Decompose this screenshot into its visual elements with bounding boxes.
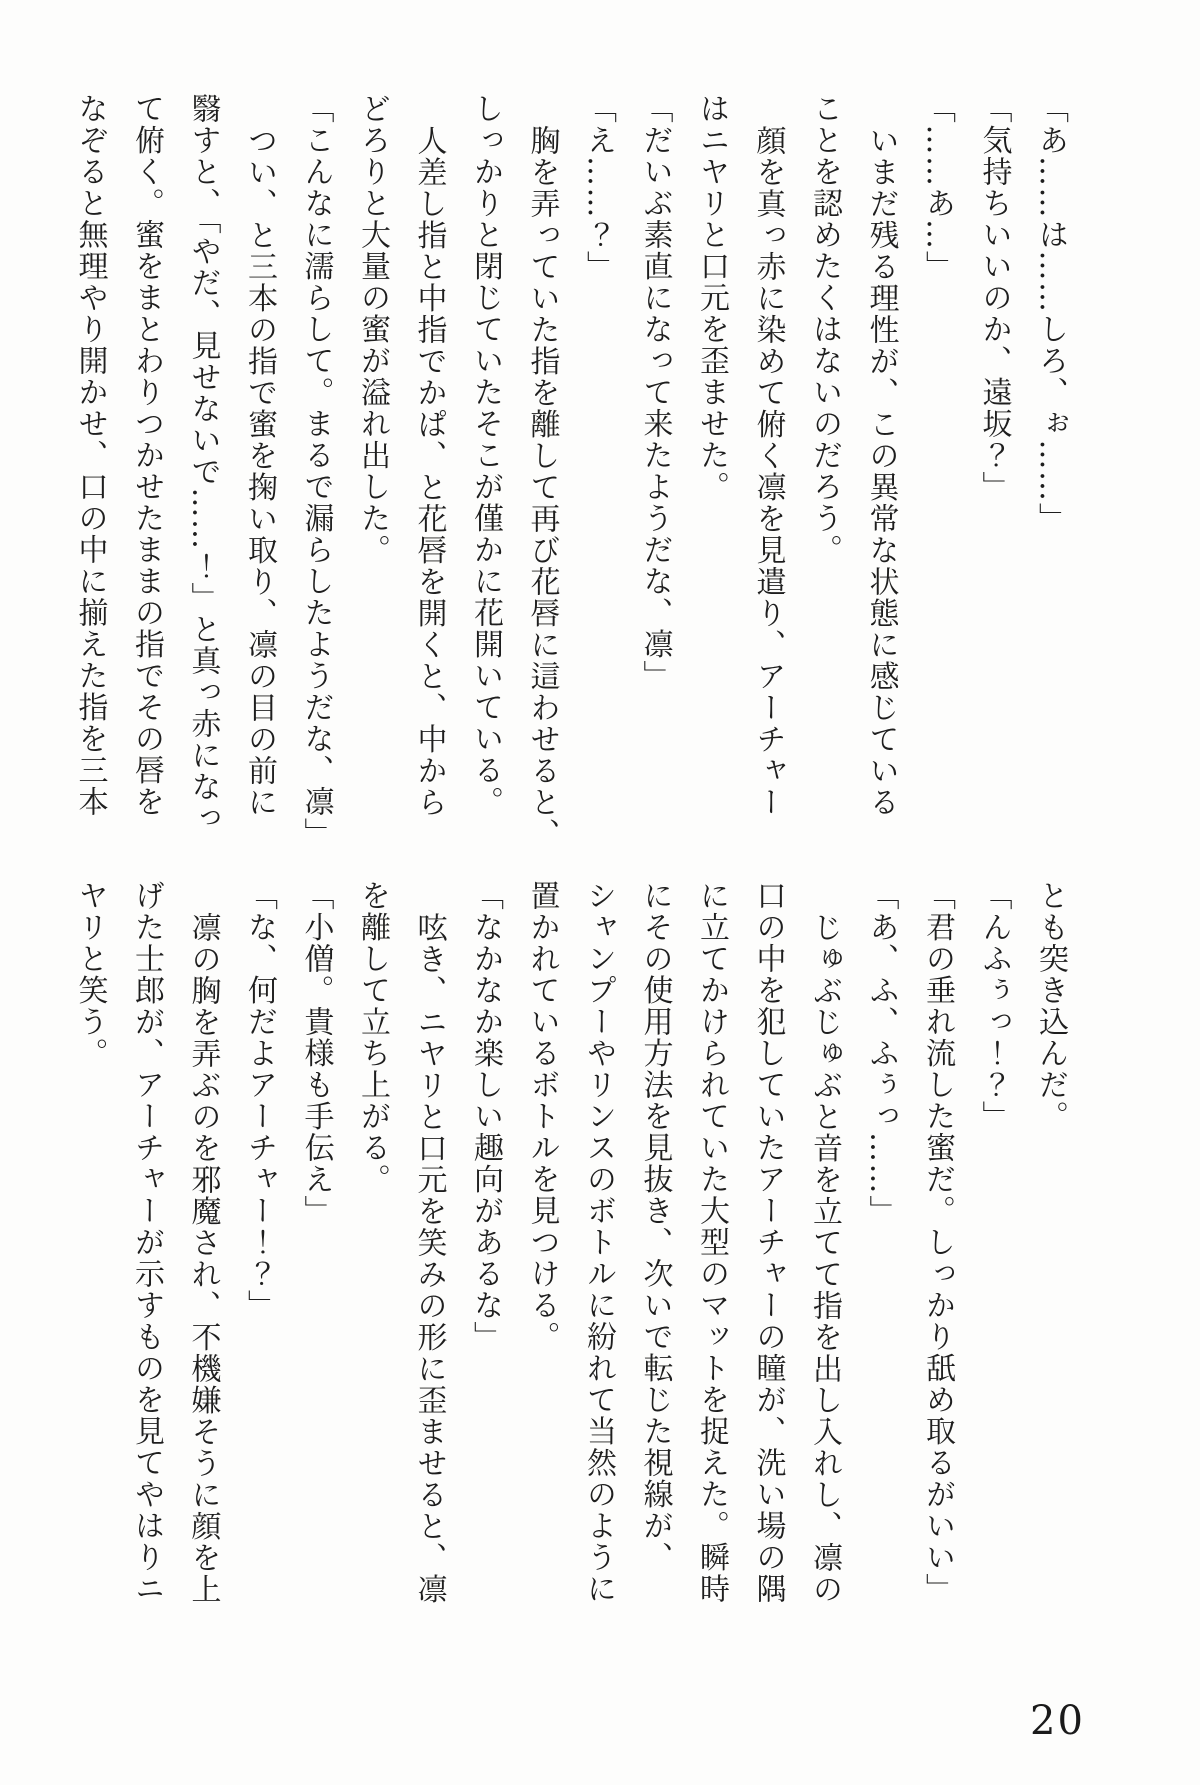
text-line: ヤリと笑う。 <box>72 880 108 1069</box>
text-line: 「こんなに濡らして。まるで漏らしたようだな、凛」 <box>298 93 334 849</box>
text-line: しっかりと閉じていたそこが僅かに花開いている。 <box>468 93 503 818</box>
text-block-lower <box>54 880 1078 1658</box>
text-line: 「んふぅっ！？」 <box>976 880 1012 1132</box>
text-line: 翳すと、「やだ、見せないで……！」と真っ赤になっ <box>185 93 221 834</box>
text-line: とも突き込んだ。 <box>1033 880 1068 1132</box>
text-block-upper <box>54 93 1078 863</box>
text-line: なぞると無理やり開かせ、口の中に揃えた指を三本 <box>72 93 108 818</box>
page-number: 20 <box>1030 1698 1085 1744</box>
text-line: にその使用方法を見抜き、次いで転じた視線が、 <box>637 880 673 1573</box>
text-line: シャンプーやリンスのボトルに紛れて当然のように <box>581 880 616 1605</box>
text-line: 「あ……は……しろ、ぉ……」 <box>1033 93 1068 534</box>
text-line: 「あ、ふ、ふぅっ……」 <box>863 880 899 1227</box>
text-line: 「な、何だよアーチャー！？」 <box>242 880 277 1321</box>
text-line: いまだ残る理性が、この異常な状態に感じている <box>863 124 899 818</box>
text-line: て俯く。蜜をまとわりつかせたままの指でその唇を <box>129 93 164 818</box>
text-line: じゅぶじゅぶと音を立てて指を出し入れし、凛の <box>807 911 842 1605</box>
text-line: に立てかけられていた大型のマットを捉えた。瞬時 <box>694 880 729 1605</box>
text-line: 呟き、ニヤリと口元を笑みの形に歪ませると、凛 <box>411 911 447 1605</box>
text-line: 「なかなか楽しい趣向があるな」 <box>468 880 503 1353</box>
text-line: 人差し指と中指でかぱ、と花唇を開くと、中から <box>411 124 447 818</box>
text-line: つい、と三本の指で蜜を掬い取り、凛の目の前に <box>242 124 277 818</box>
text-line: を離して立ち上がる。 <box>355 880 390 1195</box>
text-line: 「……あ…」 <box>920 93 955 282</box>
text-line: 「気持ちいいのか、遠坂？」 <box>976 93 1012 503</box>
text-line: 「小僧。貴様も手伝え」 <box>298 880 334 1227</box>
text-line: 胸を弄っていた指を離して再び花唇に這わせると、 <box>524 124 560 849</box>
text-line: 「え……？」 <box>581 93 616 282</box>
text-line: ことを認めたくはないのだろう。 <box>807 93 842 566</box>
text-line: 凛の胸を弄ぶのを邪魔され、不機嫌そうに顔を上 <box>185 911 221 1605</box>
text-line: はニヤリと口元を歪ませた。 <box>694 93 729 503</box>
text-line: げた士郎が、アーチャーが示すものを見てやはりニ <box>129 880 164 1605</box>
text-line: 「君の垂れ流した蜜だ。しっかり舐め取るがいい」 <box>920 880 955 1605</box>
text-line: 「だいぶ素直になって来たようだな、凛」 <box>637 93 673 692</box>
text-line: 置かれているボトルを見つける。 <box>524 880 560 1353</box>
text-line: 顔を真っ赤に染めて俯く凛を見遣り、アーチャー <box>750 124 786 818</box>
text-line: 口の中を犯していたアーチャーの瞳が、洗い場の隅 <box>750 880 786 1605</box>
text-line: どろりと大量の蜜が溢れ出した。 <box>355 93 390 566</box>
